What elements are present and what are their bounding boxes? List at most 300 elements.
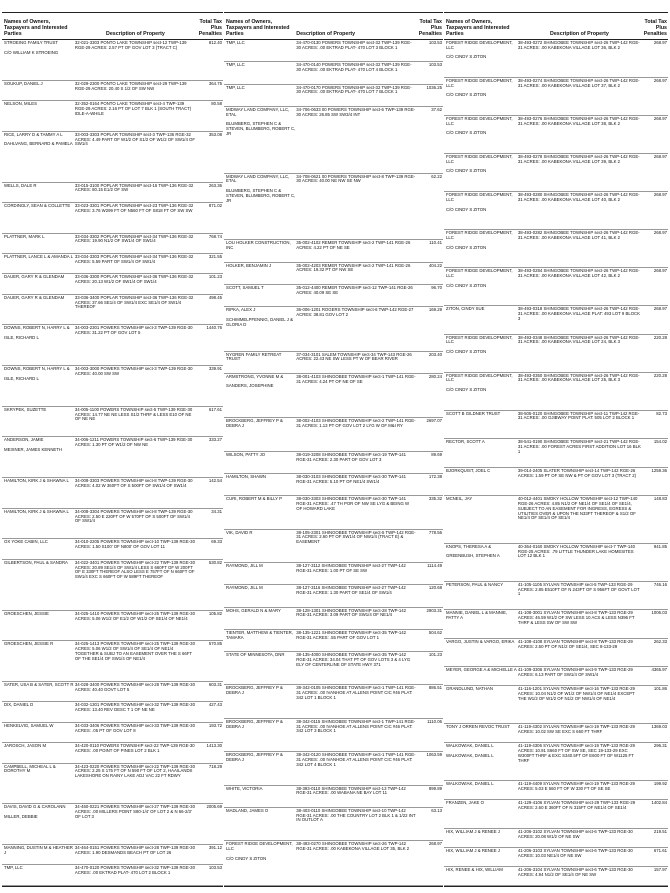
table-row <box>224 307 443 352</box>
owner-cell: DIX, DANIEL D <box>4 702 34 708</box>
table-row <box>2 539 223 559</box>
table-row <box>2 437 223 478</box>
owner-cell: BROCKBERG, JEFFREY P & DEBRA J <box>226 418 283 429</box>
table-row <box>2 702 223 722</box>
description-cell: 33-036-3300 POPLAR TOWNSHIP sect-36 TWP-136 RGE-32 ACRES: 20.13 W1/2 OF SW1/4 OF SW1/4 <box>74 274 194 285</box>
description-cell: 34-470-0170 POWERS TOWNSHIP sect-32 TWP-139 RGE-30 ACRES: .00 EKTRAD PLAT- 470 LOT 7 BLOCK 1 <box>296 84 412 95</box>
description-cell: 38-127-3112 SHINGOBEE TOWNSHIP sect-27 TWP-142 RGE-31 ACRES: 1.00 PT OF SE SW <box>296 563 406 573</box>
description-cell: 38-541-0190 SHINGOBEE TOWNSHIP sect-21 TWP-142 RGE-31 ACRES: .00 FOREST ACRES FIRST ADDITION LOT 16 BLK 1 <box>517 439 641 454</box>
table-row <box>444 867 668 886</box>
description-cell: 38-493-0280 SHINGOBEE TOWNSHIP sect-26 TWP-142 RGE-31 ACRES: .00 KABEKONA VILLAGE LOT 40, BLK 2 <box>517 192 640 202</box>
owner-cell: MANNIE, DANIEL L & MANNIE, PATTY A <box>446 610 508 621</box>
description-cell: 33-034-3303 POPLAR TOWNSHIP sect-34 TWP-136 RGE-32 ACRES: 5.59 PART OF SW1/4 OF SW1/4 <box>74 254 194 264</box>
tax-cell: 69.33 <box>211 539 222 545</box>
description-cell: 32-352-0164 PONTO LAKE TOWNSHIP sect-4 TWP-139 RGE-29 ACRES: 2.16 PT OF LOT 7 BLK 1 (SOUTH TRACT) IDLE-A-WHILE <box>74 101 192 116</box>
owner-cell: NELSON, MILES <box>4 101 37 107</box>
owner-cell: DOWNS, ROBERT N, HARRY L & ISLE, RICHARD L <box>4 366 70 381</box>
owner-cell: HAMILTON, SHAWN <box>226 473 267 479</box>
owner-cell: WALKOWIAK, DANIEL L WALKOWIAK, DANIEL L <box>446 743 494 758</box>
table-row <box>444 154 668 192</box>
tax-cell: 96.70 <box>431 284 442 290</box>
owner-cell: RICE, LARRY D & TAMMY A L DAHLVANG, BERNARD & PAMELA <box>4 131 73 147</box>
description-cell: 38-493-0276 SHINGOBEE TOWNSHIP sect-26 TWP-142 RGE-31 ACRES: .00 KABEKONA VILLAGE LOT 38, BLK 2 <box>517 116 640 126</box>
table-row <box>224 530 443 563</box>
description-cell: 41-119-4306 SYLVAN TOWNSHIP sect-19 TWP-133 RGE-29 ACRES: 10.91 S660 FT OF SW SE, SEC 19-133-29 EXC W300FT THRF & EXC S340.5FT OF E600 FT OF W1125 FT THRF <box>517 743 635 763</box>
table-row <box>2 407 223 438</box>
description-cell: 32-029-2300 PONTO LAKE TOWNSHIP sect-29 TWP-139 RGE-29 ACRES: 20.40 S 1/2 OF SW NW <box>74 80 187 91</box>
table-row <box>2 682 223 702</box>
tax-cell: 778.56 <box>428 529 442 535</box>
owner-cell: CURI, ROBERT M & BILLY P <box>226 496 283 502</box>
table-row <box>444 268 668 306</box>
table-row <box>224 452 443 474</box>
owner-cell: KNOPS, THERESA A & GREENBUSH, STEPHEN A <box>446 543 500 559</box>
table-row <box>2 203 223 234</box>
description-cell: 34-003-3000 POWERS TOWNSHIP sect-3 TWP-139 RGE-30 ACRES: 40.00 SW SW <box>74 366 193 376</box>
owner-cell: FOREST RIDGE DEVELOPMENT, LLC C/O CINDY S ZITON <box>446 192 513 212</box>
table-row <box>444 829 668 848</box>
owner-cell: FOREST RIDGE DEVELOPMENT, LLC C/O CINDY S ZITON <box>446 372 513 393</box>
description-cell: 34-706-0633 00 POWERS TOWNSHIP sect-6 TWP-139 RGE-30 ACRES: 26.85 SW SW3/4 INT <box>296 106 416 117</box>
tax-header: Total Tax Plus Penalties <box>418 18 442 37</box>
table-row <box>444 40 668 78</box>
description-cell: 34-032-1301 POWERS TOWNSHIP sect-32 TWP-139 RGE-30 ACRES: 13.40 REV DESC T 1 OF NE NE <box>74 702 195 713</box>
owner-cell: SCOTT B GILDNER TRUST <box>446 410 501 416</box>
tax-cell: 617.61 <box>208 406 222 412</box>
table-row <box>224 285 443 307</box>
tax-cell: 80.58 <box>211 101 222 107</box>
table-row <box>2 865 223 885</box>
owner-cell: HIX, WILLIAM J & RENEE J <box>446 847 500 853</box>
owner-cell: WILSON, PATTY JO <box>226 451 266 457</box>
tax-cell: 101.23 <box>428 652 442 658</box>
description-header: Description of Property <box>106 30 165 37</box>
owner-cell: STATE OF MINNESOTA, DNR <box>226 652 285 658</box>
owner-cell: SATER, USA B & SATER, SCOTT R <box>4 682 74 688</box>
description-cell: 33-034-3302 POPLAR TOWNSHIP sect-34 TWP-136 RGE-32 ACRES: 19.90 N1/2 OF SW1/4 OF SW1/4 <box>74 233 194 244</box>
owner-cell: TONY J ORREN REVOC TRUST <box>446 724 510 730</box>
description-cell: 41-108-3001 SYLVAN TOWNSHIP sect-8 TWP-133 RGE-29 ACRES: 46.59 W1/2 OF SW LESS 10 ACS & LESS N396 FT THRF & LESS SW OF SW SW <box>517 610 635 625</box>
tax-cell: 1063.59 <box>426 752 442 758</box>
tax-cell: 203.40 <box>428 351 442 357</box>
tax-cell: 101.23 <box>208 274 222 280</box>
owner-cell: GROESCHEN, JESSIE R <box>4 641 54 647</box>
tax-cell: 768.74 <box>208 233 222 239</box>
owner-cell: LOU HOLKER CONSTRUCTION, INC <box>226 240 291 251</box>
tax-cell: 103.53 <box>208 865 222 871</box>
description-cell: 33-036-3400 POPLAR TOWNSHIP sect-36 TWP-136 RGE-32 ACRES: 37.66 SE1/4 OF SW1/4 EXC SE1/4 OF SW1/4 THEREOF <box>74 294 194 310</box>
owner-cell: MOHS, GERALD N & MARY <box>226 607 281 613</box>
owner-cell: STROEING FAMILY TRUST C/O WILLIAM K STROEING <box>4 40 59 55</box>
description-cell: 34-420-0110 POWERS TOWNSHIP sect-22 TWP-139 RGE-30 ACRES: .00 POINT OF PINES LOT 2 BLK 1 <box>74 743 195 753</box>
owner-cell: HENKELVIG, SAMUEL W <box>4 722 54 728</box>
tax-cell: 603.31 <box>208 682 222 688</box>
owner-cell: HIX, RENEE & HIX, WILLIAM <box>446 866 503 872</box>
description-cell: 34-010-2205 POWERS TOWNSHIP sect-10 TWP-139 RGE-30 ACRES: 1.50 S100' OF N800' OF GOV LOT 11 <box>74 539 195 550</box>
table-row <box>2 743 223 763</box>
owner-cell: FOREST RIDGE DEVELOPMENT, LLC C/O CINDY S ZITON <box>446 40 513 60</box>
tax-cell: 404.22 <box>428 262 442 268</box>
description-cell: 38-493-0274 SHINGOBEE TOWNSHIP sect-26 TWP-142 RGE-31 ACRES: .00 KABEKONA VILLAGE LOT 37, BLK 2 <box>517 78 640 88</box>
owner-cell: RAYMOND, JILL M <box>226 585 263 591</box>
table-row <box>224 608 443 630</box>
owner-cell: ZITON, CINDY SUE <box>446 306 485 312</box>
table-row <box>444 192 668 230</box>
description-cell: 34-470-0130 POWERS TOWNSHIP sect-32 TWP-139 RGE-30 ACRES: .00 EKTRAD PLAT- 470 LOT 3 BLOCK 1 <box>296 40 412 50</box>
table-row <box>444 373 668 411</box>
owner-header: Names of Owners, Taxpayers and Interested Parties <box>4 18 68 37</box>
owner-cell: MANNING, DUSTIN M & HEATHER J <box>4 845 73 855</box>
owner-cell: ANDERSON, JAMIE MEIXNER, JAMES KENNETH <box>4 437 63 453</box>
table-row <box>2 723 223 743</box>
owner-cell: ARMSTRONG, YVONNE M & SANDERS, JOSEPHINE <box>226 373 284 389</box>
owner-cell: HAMILTON, KIRK J & SHAWNA L <box>4 508 69 514</box>
tax-cell: 157.97 <box>653 866 667 872</box>
table-row <box>224 652 443 685</box>
tax-cell: 268.97 <box>653 154 667 160</box>
tax-cell: 103.53 <box>428 40 442 45</box>
tax-cell: 148.83 <box>653 496 667 502</box>
table-row <box>224 62 443 84</box>
owner-cell: PLATTNER, LANCE L & AMANDA L <box>4 254 74 259</box>
table-row <box>444 439 668 468</box>
description-cell: 38-105-2301 SHINGOBEE TOWNSHIP sect-5 TWP-142 RGE-31 ACRES: 2.60 PT OF SW1/4 OF NW1/4 (TRACT E) & EASEMENT <box>296 529 416 545</box>
tax-cell: 333.27 <box>208 437 222 443</box>
tax-cell: 899.89 <box>428 785 442 791</box>
description-cell: 33-015-3100 POPLAR TOWNSHIP sect-15 TWP-136 RGE-32 ACRES: 80.15 E1/2 OF SW <box>74 182 194 193</box>
owner-cell: HAMILTON, KIRK J & SHAWNA L <box>4 478 69 484</box>
tax-cell: 1114.49 <box>427 563 442 569</box>
table-row <box>444 496 668 544</box>
owner-cell: HOLKER, BENJAMIN J <box>226 262 272 268</box>
table-row <box>224 585 443 607</box>
owner-cell: HIX, WILLIAM J & RENEE J <box>446 828 500 834</box>
owner-cell: NYGREN FAMILY RETREAT TRUST <box>226 351 282 362</box>
owner-cell: MCNEIL, JAY <box>446 496 473 502</box>
table-row <box>2 509 223 540</box>
description-cell: 34-006-1211 POWERS TOWNSHIP sect-6 TWP-139 RGE-30 ACRES: 1.30 PT OF W1/2 OF NW NE <box>74 437 193 448</box>
tax-cell: 268.97 <box>653 116 667 122</box>
description-cell: 38-393-0110 SHINGOBEE TOWNSHIP sect-13 TWP-142 RGE-31 ACRES: .00 WABANA NE BAY LOT 11 <box>296 785 406 796</box>
tax-cell: 530.82 <box>208 559 222 565</box>
table-row <box>224 808 443 841</box>
tax-cell: 871.02 <box>208 203 222 209</box>
table-row <box>444 411 668 440</box>
tax-cell: 262.33 <box>653 638 667 644</box>
tax-cell: 391.12 <box>208 845 222 851</box>
table-row <box>444 335 668 373</box>
table-row <box>224 40 443 62</box>
description-cell: 41-129-4106 SYLVAN TOWNSHIP sect-29 TWP-133 RGE-29 ACRES: 2.60 E 360FT OF N 315FT OF NE1/4 OF SE1/4 <box>517 800 636 811</box>
table-row <box>444 230 668 268</box>
owner-cell: DAUER, GARY R & GLENDAM <box>4 294 65 300</box>
owner-cell: BJORKQUIST, JOEL C <box>446 467 491 473</box>
description-cell: 38-493-0350 SHINGOBEE TOWNSHIP sect-26 TWP-142 RGE-31 ACRES: .00 KABEKONA VILLAGE LOT 25, BLK 3 <box>517 372 640 383</box>
tax-cell: 193.72 <box>208 722 222 728</box>
tax-cell: 2903.31 <box>426 607 442 613</box>
tax-cell: 199.92 <box>653 781 667 787</box>
tax-cell: 1259.36 <box>651 467 667 473</box>
owner-cell: MIDWAY LAND COMPANY, LLC, ETAL BLUMBERG, STEPHEN C & STEVEN, BLUMBERG, ROBERT C, JR <box>226 106 296 136</box>
table-row <box>224 418 443 451</box>
table-row <box>444 667 668 686</box>
tax-cell: 1036.25 <box>426 84 442 90</box>
owner-cell: DAVIS, DAVID G & CAROLANN MILLER, DEBBIE <box>4 804 66 819</box>
description-cell: 34-470-0120 POWERS TOWNSHIP sect-32 TWP-139 RGE-30 ACRES: .00 EKTRAD PLAT- 470 LOT 2 BLOCK 1 <box>74 865 195 876</box>
description-cell: 34-464-0151 POWERS TOWNSHIP sect-28 TWP-139 RGE-30 ACRES: 1.90 DESMANDS BEACH PT OF LOT 26 <box>74 845 195 855</box>
owner-cell: MEYER, GEORGE A & MICHELLE A <box>446 667 517 673</box>
owner-header: Names of Owners, Taxpayers and Interested Parties <box>226 18 290 37</box>
column-header <box>224 13 443 40</box>
listing-rows <box>224 40 443 886</box>
tax-cell: 335.32 <box>428 496 442 502</box>
description-cell: 41-108-4108 SYLVAN TOWNSHIP sect-8 TWP-133 RGE-29 ACRES: 2.50 PT OF N1/2 OF SE1/4, SEC 8-133-29 <box>517 638 633 649</box>
description-cell: 41-105-1105 SYLVAN TOWNSHIP sect-5 TWP-133 RGE-29 ACRES: 2.85 E510FT OF N 243FT OF S 956FT OF GOVT LOT 1 <box>517 581 640 597</box>
table-row <box>224 630 443 652</box>
table-row <box>2 234 223 254</box>
table-row <box>444 686 668 724</box>
description-cell: 32-021-3303 PONTO LAKE TOWNSHIP sect-12 TWP-139 RGE-29 ACRES: 2.57 PT OF GOV LOT 3 (TRACT C) <box>74 40 187 50</box>
table-row <box>224 85 443 107</box>
table-row <box>224 107 443 174</box>
table-row <box>224 752 443 785</box>
description-cell: 34-423-0220 POWERS TOWNSHIP sect-22 TWP-139 RGE-30 ACRES: 2.25 S 175 FT OF N 590 FT OF LOT 2, HAAILANDS LAKESHORE ON RAINY LAKE ADJ VAC 22 FT RDWY <box>74 763 195 779</box>
table-row <box>2 101 223 132</box>
table-row <box>444 743 668 781</box>
description-cell: 33-003-3303 POPLAR TOWNSHIP sect-3 TWP-136 RGE-32 ACRES: 4.49 PART OF W1/2 OF S1/2 OF W1/2 OF SW1/4 OF SW1/4 <box>74 131 196 147</box>
tax-cell: 169.29 <box>428 307 442 313</box>
tax-cell: 268.97 <box>653 192 667 198</box>
table-row <box>444 544 668 582</box>
description-cell: 34-460-0221 POWERS TOWNSHIP sect-27 TWP-139 RGE-30 ACRES: .00 MILLERS POINT S80-1/4' OF LOT 2 & N 66-2/3' OF LOT 3 <box>74 804 195 819</box>
column-header <box>444 13 668 40</box>
owner-cell: RECTOR, SCOTT A <box>446 439 485 445</box>
table-row <box>224 841 443 886</box>
description-cell: 38-127-3116 SHINGOBEE TOWNSHIP sect-27 TWP-142 RGE-31 ACRES: 1.30 PART OF SE1/4 OF SW1/4 <box>296 585 406 596</box>
tax-cell: 2005.69 <box>206 804 222 810</box>
description-cell: 38-493-0270 SHINGOBEE TOWNSHIP sect-26 TWP-142 RGE-31 ACRES: .00 KABEKONA VILLAGE LOT 35, BLK 2 <box>296 841 410 852</box>
description-cell: 38-342-0120 SHINGOBEE TOWNSHIP sect-1 TWP-141 RGE-31 ACRES: .00 IVANHOE AT ALLENS POINT CIC #46 PLAT: 342 LOT 4 BLOCK 1 <box>296 752 416 767</box>
tax-cell: 34.31 <box>211 508 222 514</box>
table-row <box>444 78 668 116</box>
owner-cell: PETERSON, PAUL & NANCY <box>446 581 504 587</box>
description-cell: 41-206-3102 SYLVAN TOWNSHIP sect-6 TWP-133 RGE-30 ACRES: 20.08 W1/2 OF NE SW <box>517 828 633 839</box>
table-row <box>2 641 223 682</box>
owner-cell: GROESCHEN, JESSIE <box>4 610 49 616</box>
tax-cell: 89.69 <box>431 451 442 457</box>
tax-cell: 263.36 <box>208 182 222 188</box>
description-cell: 36-006-1201 ROGERS TOWNSHIP sect-6 TWP-142 RGE-27 ACRES: 38.81 GOV LOT 2 <box>296 307 414 317</box>
table-row <box>224 263 443 285</box>
column-header <box>2 13 223 40</box>
description-cell: 38-135-1221 SHINGOBEE TOWNSHIP sect-35 TWP-142 RGE-31 ACRES: .55 PART OF GOV LOT 1 <box>296 629 407 640</box>
table-row <box>224 174 443 241</box>
tax-cell: 154.02 <box>653 439 667 445</box>
owner-cell: WALKOWIAK, DANIEL L <box>446 781 494 787</box>
description-cell: 38-505-0120 SHINGOBEE TOWNSHIP sect-11 TWP-142 RGE-31 ACRES: .00 OJIBWAY POINT PLAT: 505 LOT 2 BLOCK 1 <box>517 410 640 421</box>
description-cell: 38-001-4103 SHINGOBEE TOWNSHIP sect-1 TWP-141 RGE-31 ACRES: 4.24 PT OF NE OF SE <box>296 373 416 384</box>
tax-cell: 103.53 <box>428 62 442 68</box>
tax-cell: 37.62 <box>431 106 442 112</box>
owner-cell: VIK, DAVID R <box>226 529 253 535</box>
table-row <box>444 724 668 743</box>
description-cell: 38-493-0318 SHINGOBEE TOWNSHIP sect-26 TWP-142 RGE-31 ACRES: .00 KABEKONA VILLAGE PLAT: 493 LOT 9 BLOCK 3 <box>517 306 641 321</box>
description-cell: 34-470-0140 POWERS TOWNSHIP sect-32 TWP-139 RGE-30 ACRES: .00 EKTRAD PLAT- 470 LOT 4 BLOCK 1 <box>296 62 412 73</box>
tax-cell: 498.45 <box>208 294 222 300</box>
table-row <box>444 582 668 611</box>
tax-cell: 296.31 <box>653 743 667 749</box>
description-cell: 38-342-0105 SHINGOBEE TOWNSHIP sect-1 TWP-141 RGE-31 ACRES: .00 IVANHOE AT ALLENS POINT CIC #46 PLAT: 342 LOT 1 BLOCK 1 <box>296 685 416 701</box>
owner-cell: MADLAND, JAMES O <box>226 807 269 813</box>
table-row <box>2 274 223 294</box>
owner-cell: FOREST RIDGE DEVELOPMENT, LLC C/O CINDY S ZITON <box>226 841 293 861</box>
owner-cell: SCOTT, SAMUEL T <box>226 284 264 290</box>
description-cell: 33-023-3301 POPLAR TOWNSHIP sect-23 TWP-136 RGE-32 ACRES: 3.76 W299 FT OF N560 FT OF S818 FT OF SW SW <box>74 203 194 213</box>
table-row <box>2 132 223 183</box>
owner-cell: FRANZEN, JAKE O <box>446 800 484 806</box>
table-row <box>2 560 223 611</box>
table-row <box>224 240 443 262</box>
table-row <box>444 639 668 668</box>
table-row <box>444 848 668 867</box>
owner-cell: BROCKBERG, JEFFREY P & DEBRA J <box>226 718 283 729</box>
owner-cell: FOREST RIDGE DEVELOPMENT, LLC C/O CINDY S ZITON <box>446 78 513 98</box>
description-cell: 38-403-0110 SHINGOBEE TOWNSHIP sect-10 TWP-142 RGE-31 ACRES: .00 THE COUNTRY LOT 2 BLK 1 & 1/22 INT IN OUTLOT A <box>296 807 416 823</box>
tax-cell: 1006.03 <box>651 610 667 616</box>
tax-cell: 1440.76 <box>206 325 222 331</box>
description-cell: 38-030-3103 SHINGOBEE TOWNSHIP sect-30 TWP-141 RGE-31 ACRES: 5.10 PT OF NE1/4 SW1/4 <box>296 473 407 484</box>
owner-cell: FOREST RIDGE DEVELOPMENT, LLC C/O CINDY S ZITON <box>446 334 513 355</box>
tax-cell: 1413.30 <box>206 743 222 749</box>
owner-cell: JAROSCH, JASON M <box>4 743 47 749</box>
tax-cell: 1402.84 <box>651 800 667 806</box>
tax-cell: 339.91 <box>208 366 222 372</box>
tax-cell: 812.40 <box>208 40 222 45</box>
description-cell: 38-002-4103 SHINGOBEE TOWNSHIP sect-2 TWP-141 RGE-31 ACRES: 1.13 PT OF GOV LOT 2 LYG W OF M&I RY <box>296 418 416 429</box>
tax-cell: 2697.07 <box>426 418 442 424</box>
owner-header: Names of Owners, Taxpayers and Interested Parties <box>446 18 510 37</box>
table-row <box>224 719 443 752</box>
table-row <box>224 352 443 374</box>
owner-cell: TIENTER, MATTHEW & TIENTER, TAMARA <box>226 629 293 640</box>
table-row <box>2 366 223 407</box>
tax-cell: 427.43 <box>208 702 222 708</box>
description-cell: 34-025-1410 POWERS TOWNSHIP sect-25 TWP-139 RGE-30 ACRES: 5.06 W1/2 OF E1/2 OF W1/2 OF SE1/4 OF NE1/4 <box>74 610 195 621</box>
tax-cell: 671.61 <box>653 847 667 853</box>
tax-cell: 220.28 <box>653 372 667 378</box>
owner-cell: BROCKBERG, JEFFREY P & DEBRA J <box>226 752 283 762</box>
description-cell: 38-493-0272 SHINGOBEE TOWNSHIP sect-26 TWP-142 RGE-31 ACRES: .00 KABEKONA VILLAGE LOT 36, BLK 2 <box>517 40 640 50</box>
table-row <box>2 611 223 642</box>
table-row <box>444 306 668 335</box>
tax-cell: 504.62 <box>428 629 442 635</box>
tax-cell: 4365.97 <box>651 667 667 673</box>
description-cell: 41-119-4409 SYLVAN TOWNSHIP sect-19 TWP-133 RGE-29 ACRES: 5.03 E 560 FT OF W 330 FT OF SE SE <box>517 781 635 792</box>
tax-cell: 1369.03 <box>651 724 667 730</box>
description-cell: 39-014-2405 SLATER TOWNSHIP sect-14 TWP-142 RGE-26 ACRES: 1.59 PT OF SE NW & PT OF GOV LOT 3 (TRACT 2) <box>517 467 637 478</box>
owner-cell: WELLS, DALE R <box>4 182 37 188</box>
table-row <box>224 374 443 419</box>
owner-cell: FOREST RIDGE DEVELOPMENT, LLC C/O CINDY S ZITON <box>446 154 513 174</box>
owner-cell: BROCKBERG, JEFFREY P & DEBRA J <box>226 685 283 696</box>
description-cell: 35-012-4400 REMER TOWNSHIP sect-12 TWP-141 RGE-26 ACRES: 40.09 SE SE <box>296 284 413 295</box>
tax-cell: 941.85 <box>653 543 667 549</box>
tax-cell: 120.68 <box>428 585 442 591</box>
owner-cell: CAMPBELL, MICHEAL L & DOROTHY M <box>4 763 56 774</box>
description-header: Description of Property <box>296 30 356 37</box>
description-cell: 38-030-3303 SHINGOBEE TOWNSHIP sect-30 TWP-141 RGE-31 ACRES: .47 TH POR OF NW SE LYG & BEING W OF HOWARD LAKE <box>296 496 410 511</box>
description-cell: 34-005-1100 POWERS TOWNSHIP sect-5 TWP-139 RGE-30 ACRES: 14.77 NE NE LESS S1/2 THRF & LESS E10 OF NE OF NE NE <box>74 406 193 422</box>
description-cell: 34-033-3406 POWERS TOWNSHIP sect-33 TWP-139 RGE-30 ACRES: .05 PT OF GOV LOT 8 <box>74 722 195 733</box>
tax-cell: 82.73 <box>656 410 667 416</box>
tax-cell: 886.51 <box>428 685 442 691</box>
tax-cell: 220.28 <box>653 334 667 340</box>
description-cell: 34-008-3303 POWERS TOWNSHIP sect-8 TWP-139 RGE-30 ACRES: 4.02 W 360FT OF S 500FT OF SW1/4 OF SW1/4 <box>74 478 193 489</box>
description-cell: 41-119-4302 SYLVAN TOWNSHIP sect-19 TWP-133 RGE-29 ACRES: 10.02 SW SE EXC S 660 FT THRF <box>517 724 635 735</box>
table-row <box>2 81 223 101</box>
description-cell: 38-342-0115 SHINGOBEE TOWNSHIP sect-1 TWP-141 RGE-31 ACRES: .00 IVANHOE AT ALLENS POINT CIC #46 PLAT: 342 LOT 3 BLOCK 1 <box>296 718 416 734</box>
tax-cell: 353.08 <box>208 131 222 137</box>
description-cell: 34-022-3401 POWERS TOWNSHIP sect-22 TWP-139 RGE-30 ACRES: 20.89 SE1/4 OF SW1/4 LESS S 660FT OF W 200FT OF E 330FT THEREOF ALSO LESS E 757FT OF N 660FT OF SW1/4 EXC S 660FT OF W 589FT THEREOF <box>74 559 195 580</box>
tax-cell: 268.97 <box>653 306 667 312</box>
table-row <box>2 325 223 366</box>
table-row <box>2 845 223 865</box>
owner-cell: CORDINGLY, SEAN & COLLETTE <box>4 203 71 209</box>
description-header: Description of Property <box>550 30 609 37</box>
tax-cell: 1110.06 <box>427 718 442 724</box>
owner-cell: VARGO, JUSTIN & VARGO, ERIKA <box>446 638 515 644</box>
tax-cell: 746.16 <box>653 581 667 587</box>
table-row <box>224 496 443 529</box>
owner-cell: TMP, LLC <box>226 62 245 68</box>
owner-cell: TMP, LLC <box>226 84 245 90</box>
tax-cell: 268.97 <box>653 40 667 45</box>
table-row <box>2 183 223 203</box>
owner-cell: MIDWAY LAND COMPANY, LLC, ETAL BLUMBERG, STEPHEN C & STEVEN, BLUMBERG, ROBERT C, JR <box>226 173 296 203</box>
tax-cell: 219.51 <box>653 828 667 834</box>
description-cell: 35-002-4102 REMER TOWNSHIP sect-2 TWP-141 RGE-26 ACRES: 4.22 PT OF NE SE <box>296 240 411 251</box>
tax-cell: 101.86 <box>653 686 667 692</box>
tax-cell: 268.97 <box>653 78 667 84</box>
description-cell: 34-028-3400 POWERS TOWNSHIP sect-28 TWP-139 RGE-30 ACRES: 40.40 GOVT LOT 5 <box>74 682 195 692</box>
description-cell: 35-002-4203 REMER TOWNSHIP sect-2 TWP-141 RGE-26 ACRES: 19.32 PT OF NW SE <box>296 262 411 273</box>
tax-cell: 110.41 <box>429 240 442 246</box>
owner-cell: WHITE, VICTORIA <box>226 785 263 791</box>
table-row <box>2 40 223 81</box>
description-cell: 40-364-0160 SMOKY HOLLOW TOWNSHIP sect-7 TWP-140 RGE-25 ACRES: .79 LITTLE THUNDER LAKE HOMESITES LOT 12 BLK 1 <box>517 543 636 559</box>
owner-cell: RAYMOND, JILL M <box>226 563 263 569</box>
tax-cell: 62.22 <box>431 173 442 179</box>
tax-cell: 364.75 <box>208 80 222 86</box>
description-cell: 38-135-4000 SHINGOBEE TOWNSHIP sect-35 TWP-142 RGE-31 ACRES: 34.04 THAT PT OF GOV LOTS 3 & 4 LYG ELY OF CENTERLINE OF STATE HWY 371 <box>296 652 411 667</box>
listing-rows <box>2 40 223 886</box>
description-cell: 38-128-1301 SHINGOBEE TOWNSHIP sect-28 TWP-142 RGE-31 ACRES: 3.09 PART OF SW1/4 OF NE1/4 <box>296 607 407 618</box>
tax-cell: 63.13 <box>431 807 442 813</box>
table-row <box>444 468 668 497</box>
tax-header: Total Tax Plus Penalties <box>198 18 222 37</box>
table-row <box>2 254 223 274</box>
table-row <box>224 685 443 718</box>
owner-cell: SOUKUP, DANIEL J <box>4 80 43 86</box>
owner-cell: RIPKA, ALEX J SCHIMMELPFENNIG, DANIEL J & GLORIA D <box>226 307 293 327</box>
description-cell: 34-003-2301 POWERS TOWNSHIP sect-3 TWP-139 RGE-30 ACRES: 31.22 PT OF GOV LOT 5 <box>74 325 193 336</box>
description-cell: 41-206-3104 SYLVAN TOWNSHIP sect-6 TWP-133 RGE-30 ACRES: 4.94 N1/2 OF SE1/4 OF NE SW <box>517 866 633 877</box>
description-cell: 38-493-0282 SHINGOBEE TOWNSHIP sect-26 TWP-142 RGE-31 ACRES: .00 KABEKONA VILLAGE LOT 41, BLK 2 <box>517 230 640 240</box>
description-cell: 40-012-4401 SMOKY HOLLOW TOWNSHIP sect-12 TWP-140 RGE-26 ACRES: 4.85 N1/2 OF NE1/4 OF SE1/4 OF SE1/4, SUBJECT TO AN EASEMENT FOR INGRESS, EGRESS & UTILITIES OVER & UPON THE N33FT THEREOF & S1/2 OF NE1/4 OF SE1/4 OF SE1/4 <box>517 496 638 521</box>
description-cell: 34-708-0621 00 POWERS TOWNSHIP sect-8 TWP-139 RGE-30 ACRES: 40.00 NE NW SE NW <box>296 173 416 184</box>
owner-cell: TMP, LLC <box>226 40 245 45</box>
table-row <box>444 116 668 154</box>
